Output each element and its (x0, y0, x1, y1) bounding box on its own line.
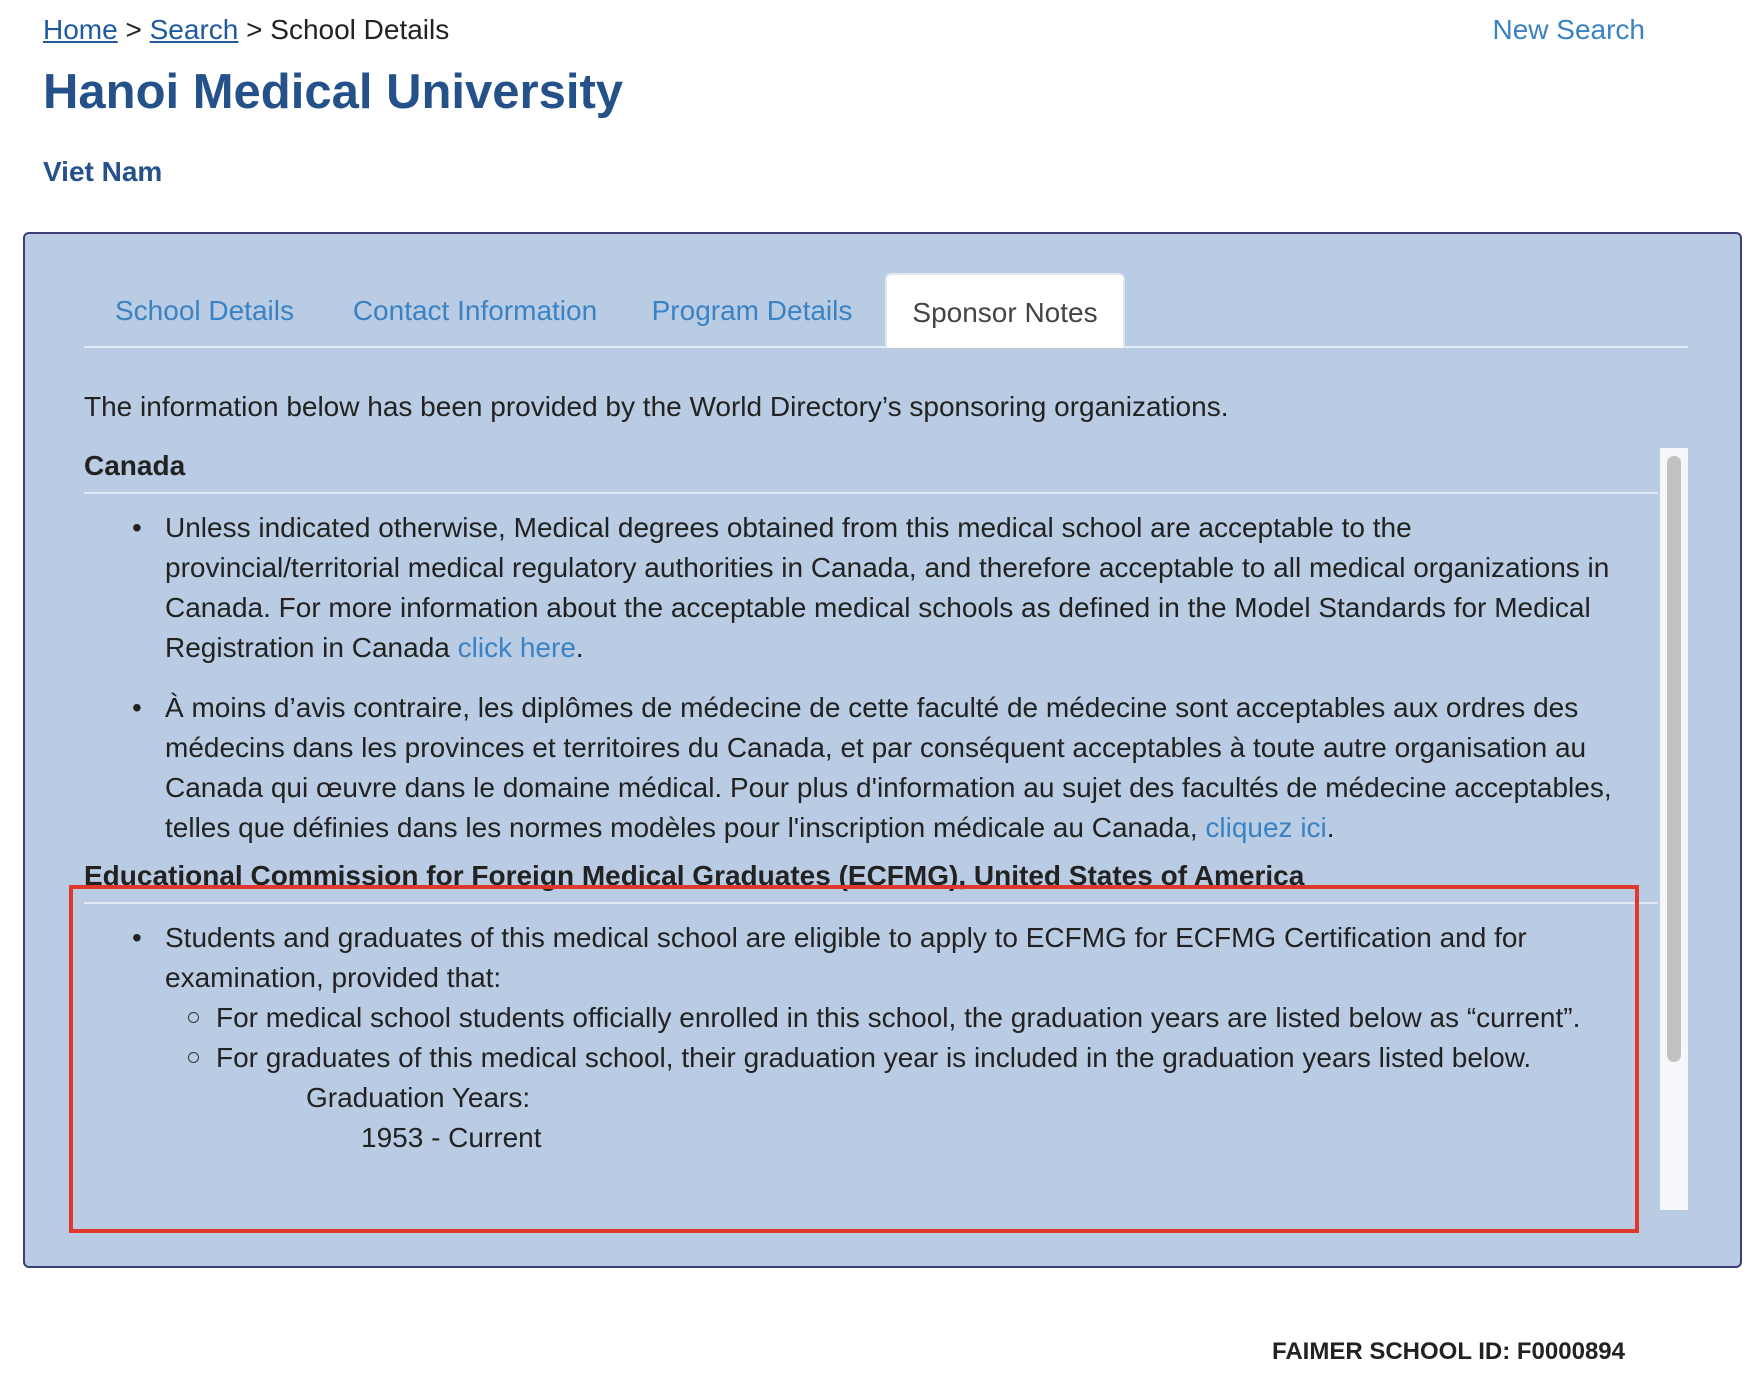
graduation-years-label: Graduation Years: (306, 1082, 531, 1113)
breadcrumb-separator: > (246, 14, 263, 45)
tab-program-details[interactable]: Program Details (651, 295, 853, 326)
school-country: Viet Nam (43, 156, 163, 187)
canada-click-here-link[interactable]: click here (457, 632, 576, 663)
scrollbar-thumb[interactable] (1667, 456, 1681, 1062)
tab-contact-information[interactable]: Contact Information (352, 295, 598, 326)
ecfmg-eligibility-text: Students and graduates of this medical school are eligible to apply to ECFMG for ECFMG Certification and for examination, provided that: (165, 922, 1527, 993)
breadcrumb-search-link[interactable]: Search (149, 14, 239, 45)
ecfmg-graduates-condition: For graduates of this medical school, their graduation year is included in the graduation years listed below. (216, 1042, 1532, 1073)
section-divider (84, 492, 1658, 494)
canada-note-french: À moins d’avis contraire, les diplômes de médecine de cette faculté de médecine sont acceptables aux ordres des médecins dans les provinces et territoires du Canada, et par conséquent acceptables à toute autre organisation au Canada qui œuvre dans le domaine médical. Pour plus d'information au sujet des facultés de médecine acceptables, telles que définies dans les normes modèles pour l'inscription médicale au Canada, (165, 692, 1612, 843)
list-item: • Students and graduates of this medical school are eligible to apply to ECFMG for ECFMG Certification and for examination, provided that: (132, 922, 1527, 993)
breadcrumb (43, 14, 449, 46)
list-item: • Unless indicated otherwise, Medical degrees obtained from this medical school are acceptable to the provincial/territorial medical regulatory authorities in Canada, and therefore acceptable to all medical organizations in Canada. For more information about the acceptable medical schools as defined in the Model Standards for Medical Registration in Canada click here. (132, 512, 1610, 663)
canada-note-english: Unless indicated otherwise, Medical degrees obtained from this medical school are acceptable to the provincial/territorial medical regulatory authorities in Canada, and therefore acceptable to all medical organizations in Canada. For more information about the acceptable medical schools as defined in the Model Standards for Medical Registration in Canada (165, 512, 1610, 663)
ecfmg-students-condition: For medical school students officially enrolled in this school, the graduation years are listed below as “current”. (216, 1002, 1581, 1033)
vertical-scrollbar[interactable] (1660, 448, 1688, 1210)
section-title-canada: Canada (84, 450, 186, 481)
breadcrumb-separator: > (125, 14, 142, 45)
section-title-ecfmg: Educational Commission for Foreign Medical Graduates (ECFMG), United States of America (84, 860, 1305, 891)
list-item: • À moins d’avis contraire, les diplômes de médecine de cette faculté de médecine sont acceptables aux ordres des médecins dans les provinces et territoires du Canada, et par conséquent acceptables à toute autre organisation au Canada qui œuvre dans le domaine médical. Pour plus d'information au sujet des facultés de médecine acceptables, telles que définies dans les normes modèles pour l'inscription médicale au Canada, cliquez ici. (132, 692, 1612, 843)
ecfmg-highlight-box (69, 885, 1639, 1233)
breadcrumb-home-link[interactable]: Home (43, 14, 118, 45)
new-search-link[interactable]: New Search (1492, 14, 1645, 45)
page-title: Hanoi Medical University (43, 65, 624, 119)
graduation-years-value: 1953 - Current (361, 1122, 542, 1153)
tab-sponsor-notes[interactable]: Sponsor Notes (885, 273, 1125, 348)
tab-school-details[interactable]: School Details (115, 295, 294, 326)
breadcrumb-current: School Details (270, 14, 450, 45)
sponsor-intro-text: The information below has been provided by the World Directory’s sponsoring organizations. (84, 391, 1229, 422)
faimer-school-id: FAIMER SCHOOL ID: F0000894 (1272, 1338, 1625, 1365)
canada-cliquez-ici-link[interactable]: cliquez ici (1205, 812, 1327, 843)
